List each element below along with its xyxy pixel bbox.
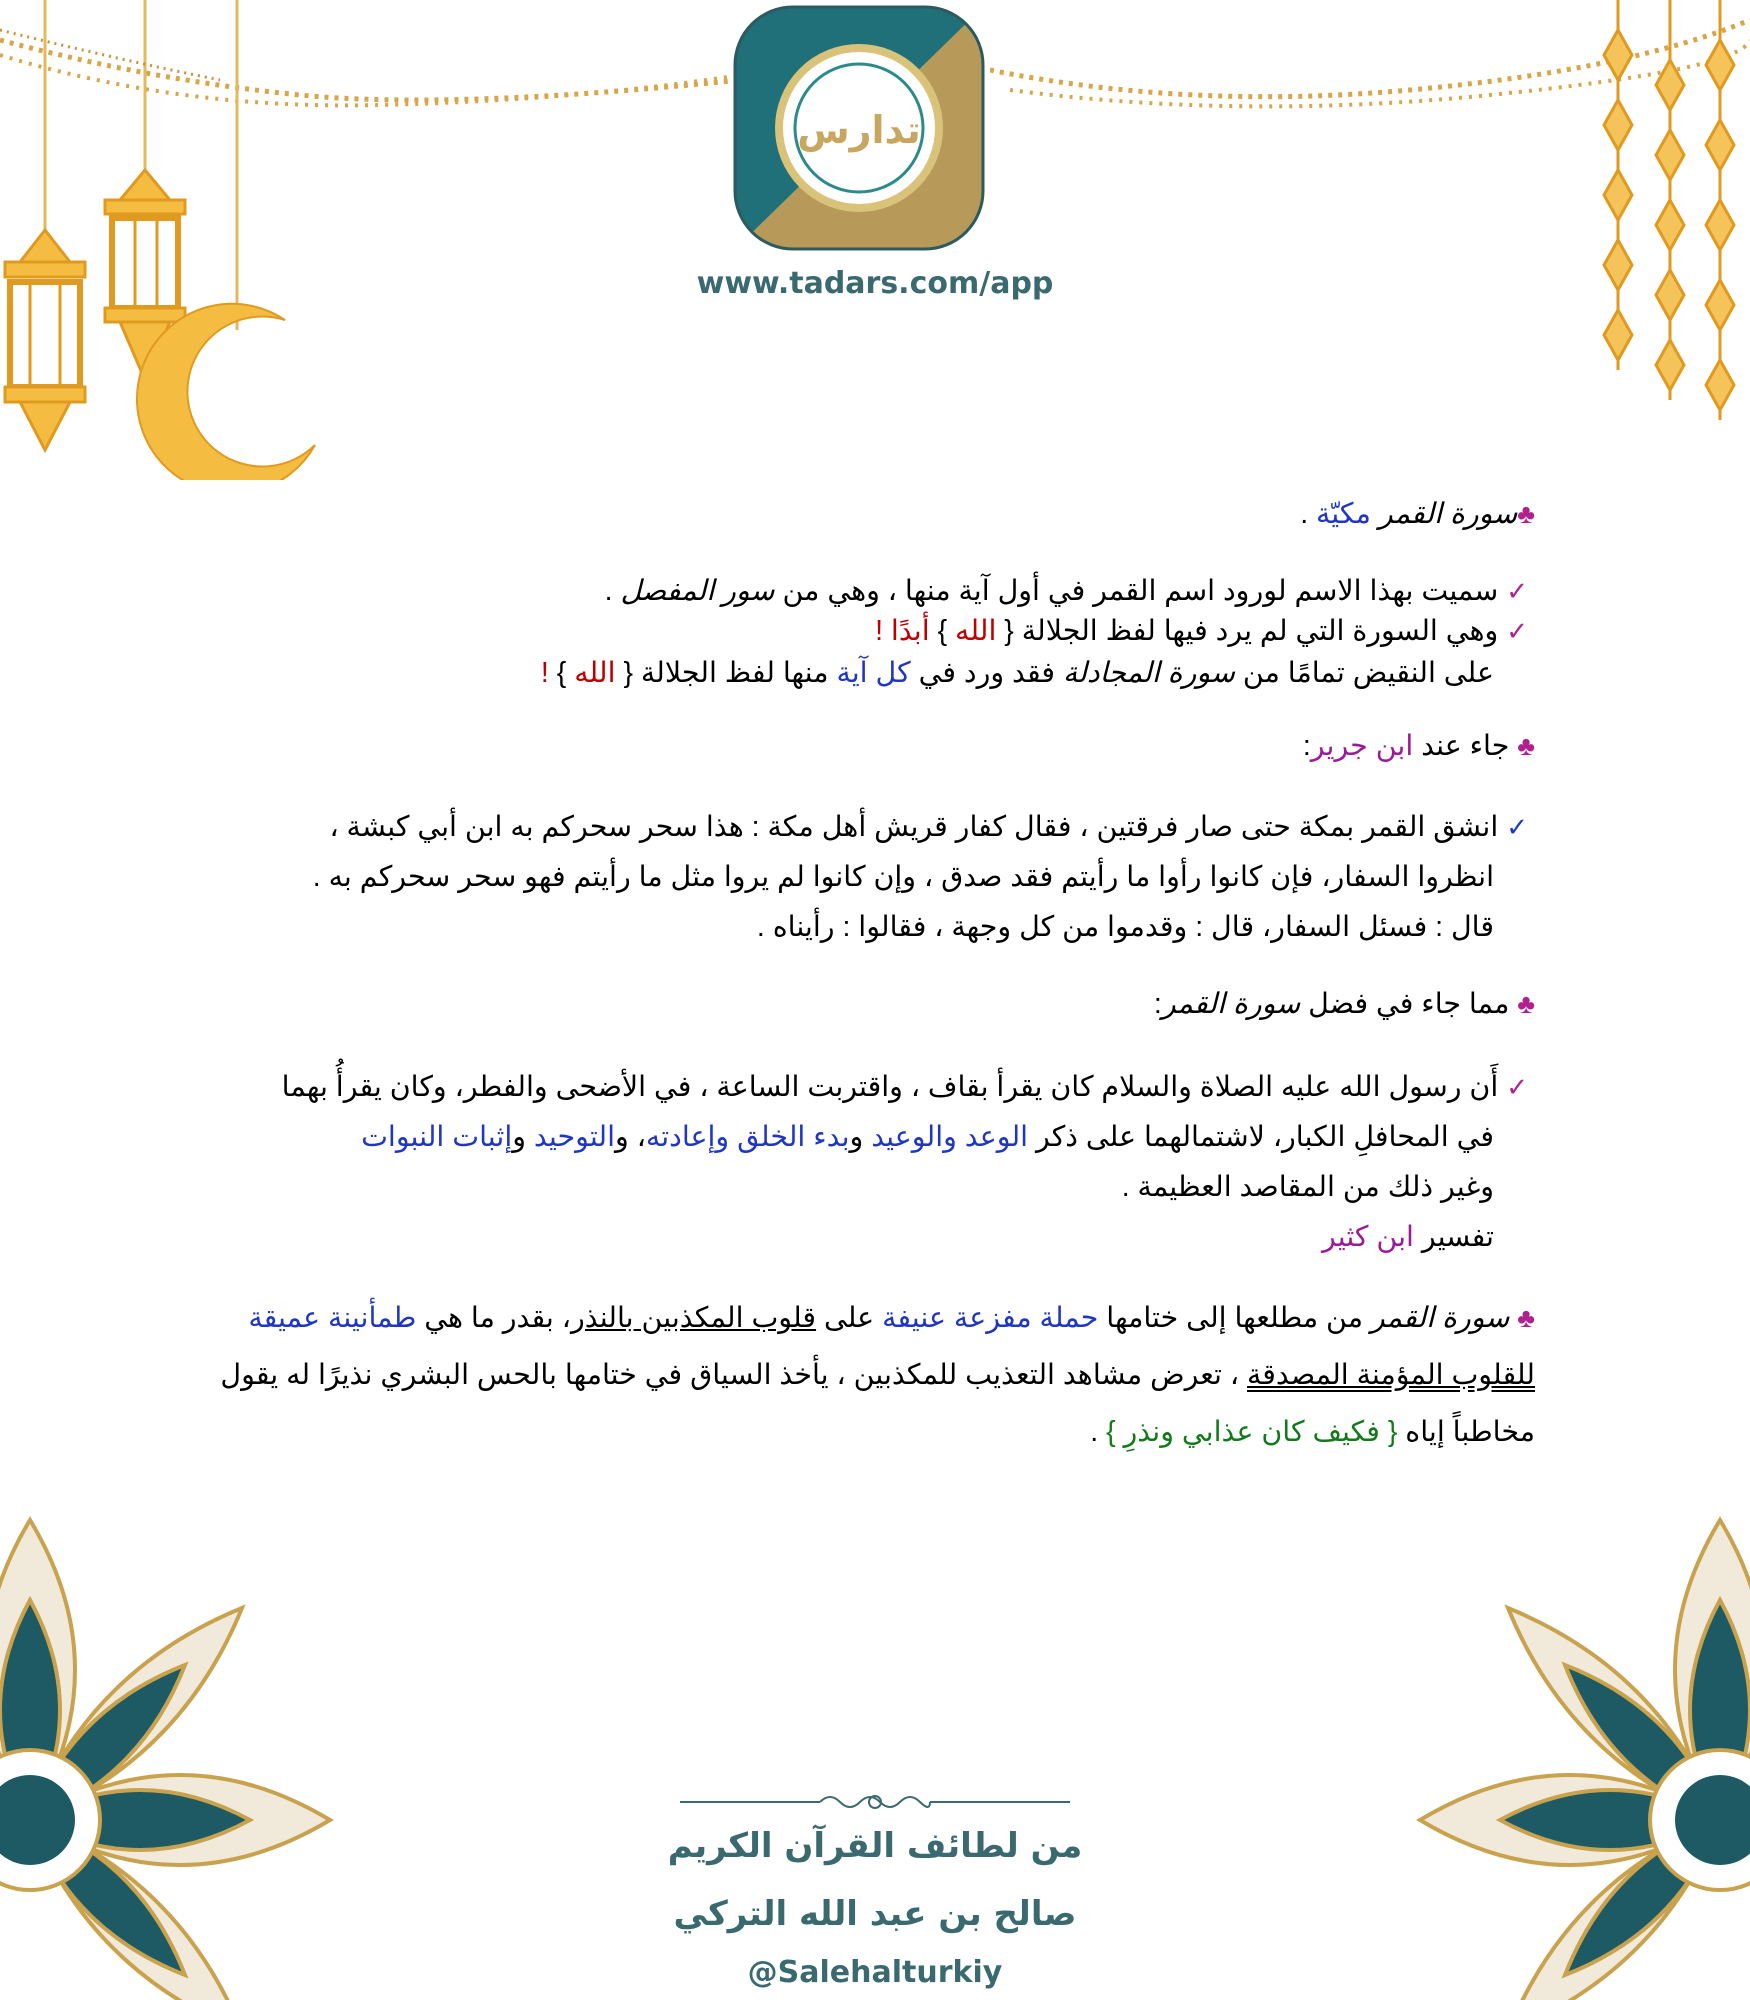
creation: بدء الخلق وإعادته xyxy=(645,1121,850,1153)
text: تفسير xyxy=(1421,1221,1494,1253)
ornament-garland-right xyxy=(990,0,1750,440)
section3-heading xyxy=(235,980,1535,1028)
list-item-continuation: وغير ذلك من المقاصد العظيمة . xyxy=(1121,1171,1494,1203)
brace: } xyxy=(556,657,567,689)
text: وهي السورة التي لم يرد فيها لفظ الجلالة { xyxy=(1004,615,1499,647)
section1-bullets xyxy=(228,567,1528,697)
checkmark-icon: ✓ xyxy=(1506,1072,1528,1102)
text: في المحافلِ الكبار، لاشتمالهما على ذكر xyxy=(1036,1121,1494,1153)
text: انشق القمر بمكة حتى صار فرقتين ، فقال كفار قريش أهل مكة : هذا سحر سحركم به ابن أبي كبشة ، xyxy=(329,811,1499,843)
conj: و xyxy=(849,1121,864,1153)
quran-verse: { فكيف كان عذابي ونذرِ } xyxy=(1106,1416,1398,1448)
surah-name: سورة القمر xyxy=(1370,1302,1510,1334)
club-bullet-icon: ♣ xyxy=(1517,1303,1535,1333)
conj: ، و xyxy=(615,1121,646,1153)
brace: } xyxy=(937,615,948,647)
source-citation xyxy=(148,1213,1528,1261)
sur-mufassal: سور المفصل xyxy=(620,575,775,607)
fearsome-campaign: حملة مفزعة عنيفة xyxy=(882,1302,1099,1334)
list-item-continuation: انظروا السفار، فإن كانوا رأوا ما رأيتم فقد صدق ، وإن كانوا لم يروا مثل ما رأيتم فهو سحر سحركم به . xyxy=(312,861,1494,893)
allah-word: الله xyxy=(574,657,616,689)
checkmark-icon: ✓ xyxy=(1506,812,1528,842)
text: ، تعرض مشاهد التعذيب للمكذبين ، يأخذ السياق في ختامها بالحس البشري نذيرًا له يقول xyxy=(220,1359,1240,1391)
paragraph-line xyxy=(195,1347,1535,1404)
text: أَن رسول الله عليه الصلاة والسلام كان يقرأ بقاف ، واقتربت الساعة ، في الأضحى والفطر، وكان يقرأُ بهما xyxy=(281,1071,1499,1103)
divider-ornament xyxy=(680,1790,1070,1814)
section2-heading xyxy=(235,722,1535,770)
club-bullet-icon: ♣ xyxy=(1517,989,1535,1019)
text: مما جاء في فضل xyxy=(1308,988,1510,1020)
text: على النقيض تمامًا من xyxy=(1242,657,1494,689)
surah-mujadila: سورة المجادلة xyxy=(1062,657,1235,689)
punct: . xyxy=(1300,498,1309,530)
paragraph-line xyxy=(195,1290,1535,1347)
list-item xyxy=(168,803,1528,851)
list-item-continuation xyxy=(148,1113,1528,1161)
tadars-app-logo[interactable] xyxy=(733,5,985,251)
conj: و xyxy=(512,1121,526,1153)
deep-tranquility: طمأنينة عميقة xyxy=(248,1302,417,1334)
ibn-jarir: ابن جرير xyxy=(1310,730,1414,762)
ibn-kathir: ابن كثير xyxy=(1322,1221,1414,1253)
lantern-garland-left xyxy=(0,0,760,480)
tawhid: التوحيد xyxy=(533,1121,616,1153)
text: من مطلعها إلى ختامها xyxy=(1106,1302,1363,1334)
allah-word: الله xyxy=(955,615,997,647)
paragraph-line xyxy=(195,1404,1535,1461)
text: مخاطباً إياه xyxy=(1405,1416,1535,1448)
text: فقد ورد في xyxy=(918,657,1056,689)
club-bullet-icon: ♣ xyxy=(1517,499,1535,529)
section1-heading xyxy=(235,490,1535,538)
promise-threat: الوعد والوعيد xyxy=(871,1121,1029,1153)
makki-label: مكيّة xyxy=(1316,498,1371,530)
text: جاء عند xyxy=(1421,730,1510,762)
exclamation: ! xyxy=(540,657,549,689)
footer-title: من لطائف القرآن الكريم xyxy=(667,1826,1083,1866)
surah-name: سورة القمر xyxy=(1161,988,1301,1020)
footer-author: صالح بن عبد الله التركي xyxy=(673,1894,1077,1934)
lantern-icon xyxy=(5,230,85,450)
punct: : xyxy=(1153,988,1162,1020)
prophethood: إثبات النبوات xyxy=(361,1121,513,1153)
twitter-handle-link[interactable]: @Salehalturkiy xyxy=(747,1955,1003,1990)
text: على xyxy=(823,1302,875,1334)
believers-hearts: للقلوب المؤمنة المصدقة xyxy=(1247,1359,1535,1391)
punct: . xyxy=(1090,1416,1099,1448)
punct: : xyxy=(1302,730,1311,762)
every-ayah: كل آية xyxy=(836,657,911,689)
section2-body xyxy=(168,803,1528,951)
section4-paragraph xyxy=(195,1290,1535,1461)
text: سميت بهذا الاسم لورود اسم القمر في أول آية منها ، وهي من xyxy=(782,575,1499,607)
checkmark-icon: ✓ xyxy=(1506,616,1528,646)
logo-text: تدارس xyxy=(797,108,921,152)
list-item xyxy=(228,607,1528,655)
checkmark-icon: ✓ xyxy=(1506,576,1528,606)
list-item-continuation: قال : فسئل السفار، قال : وقدموا من كل وجهة ، فقالوا : رأيناه . xyxy=(756,911,1494,943)
surah-name: سورة القمر xyxy=(1378,498,1518,530)
text: منها لفظ الجلالة { xyxy=(623,657,829,689)
punct: . xyxy=(604,575,613,607)
text: ، بقدر ما هي xyxy=(424,1302,571,1334)
never-label: أبدًا ! xyxy=(875,615,930,647)
section3-body xyxy=(148,1063,1528,1261)
deniers-hearts: قلوب المكذبين بالنذر xyxy=(570,1302,817,1334)
list-item xyxy=(148,1063,1528,1111)
club-bullet-icon: ♣ xyxy=(1517,731,1535,761)
list-item-continuation xyxy=(228,649,1528,697)
site-url-link[interactable]: www.tadars.com/app xyxy=(696,266,1054,301)
